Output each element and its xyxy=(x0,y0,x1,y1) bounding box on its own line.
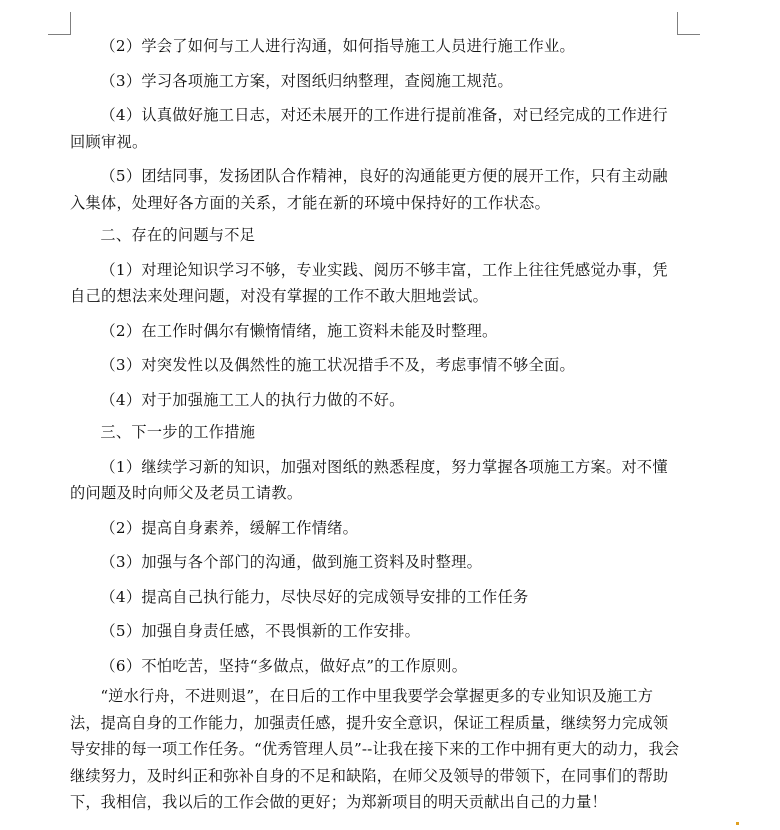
paragraph-teamwork: （5）团结同事，发扬团队合作精神，良好的沟通能更方便的展开工作，只有主动融入集体，处理好各方面的关系，才能在新的环境中保持好的工作状态。 xyxy=(70,167,668,212)
paragraph-problem-unexpected: （3）对突发性以及偶然性的施工状况措手不及，考虑事情不够全面。 xyxy=(100,356,575,374)
paragraph-problem-execution: （4）对于加强施工工人的执行力做的不好。 xyxy=(100,390,405,409)
paragraph-step-communication: （3）加强与各个部门的沟通，做到施工资料及时整理。 xyxy=(100,553,483,571)
crop-mark-top-left-horizontal xyxy=(48,34,71,35)
paragraph-learned-construction-plans: （3）学习各项施工方案，对图纸归纳整理，查阅施工规范。 xyxy=(100,71,514,90)
paragraph-step-learning: （1）继续学习新的知识，加强对图纸的熟悉程度，努力掌握各项施工方案。对不懂的问题及时向师父及老员工请教。 xyxy=(70,457,668,502)
document-body xyxy=(70,33,682,816)
paragraph-learned-communication: （2）学会了如何与工人进行沟通，如何指导施工人员进行施工作业。 xyxy=(100,37,575,55)
crop-mark-top-left-vertical xyxy=(70,12,71,35)
section-heading-problems: 二、存在的问题与不足 xyxy=(100,226,256,244)
paragraph-step-execution: （4）提高自己执行能力，尽快尽好的完成领导安排的工作任务 xyxy=(100,587,529,606)
paragraph-problem-laziness: （2）在工作时偶尔有懒惰情绪，施工资料未能及时整理。 xyxy=(100,321,498,340)
paragraph-construction-log: （4）认真做好施工日志，对还未展开的工作进行提前准备，对已经完成的工作进行回顾审视。 xyxy=(70,106,668,151)
paragraph-step-responsibility: （5）加强自身责任感，不畏惧新的工作安排。 xyxy=(100,622,421,640)
section-heading-next-steps: 三、下一步的工作措施 xyxy=(100,423,256,441)
paragraph-conclusion: “逆水行舟，不进则退”，在日后的工作中里我要学会掌握更多的专业知识及施工方法，提高自身的工作能力，加强责任感，提升安全意识，保证工程质量，继续努力完成领导安排的每一项工作任务。“优秀管理人员”--让我在接下来的工作中拥有更大的动力，我会继续努力，及时纠正和弥补自身的不足和缺陷，在师父及领导的带领下，在同事们的帮助下，我相信，我以后的工作会做的更好；为郑新项目的明天贡献出自己的力量！ xyxy=(70,687,680,811)
crop-mark-top-right-vertical xyxy=(677,12,678,35)
paragraph-step-quality: （2）提高自身素养，缓解工作情绪。 xyxy=(100,518,359,537)
paragraph-step-hardwork: （6）不怕吃苦，坚持“多做点，做好点”的工作原则。 xyxy=(100,656,468,675)
page-corner-dot xyxy=(736,822,739,825)
paragraph-problem-theory: （1）对理论知识学习不够，专业实践、阅历不够丰富，工作上往往凭感觉办事，凭自己的想法来处理问题，对没有掌握的工作不敢大胆地尝试。 xyxy=(70,260,668,305)
